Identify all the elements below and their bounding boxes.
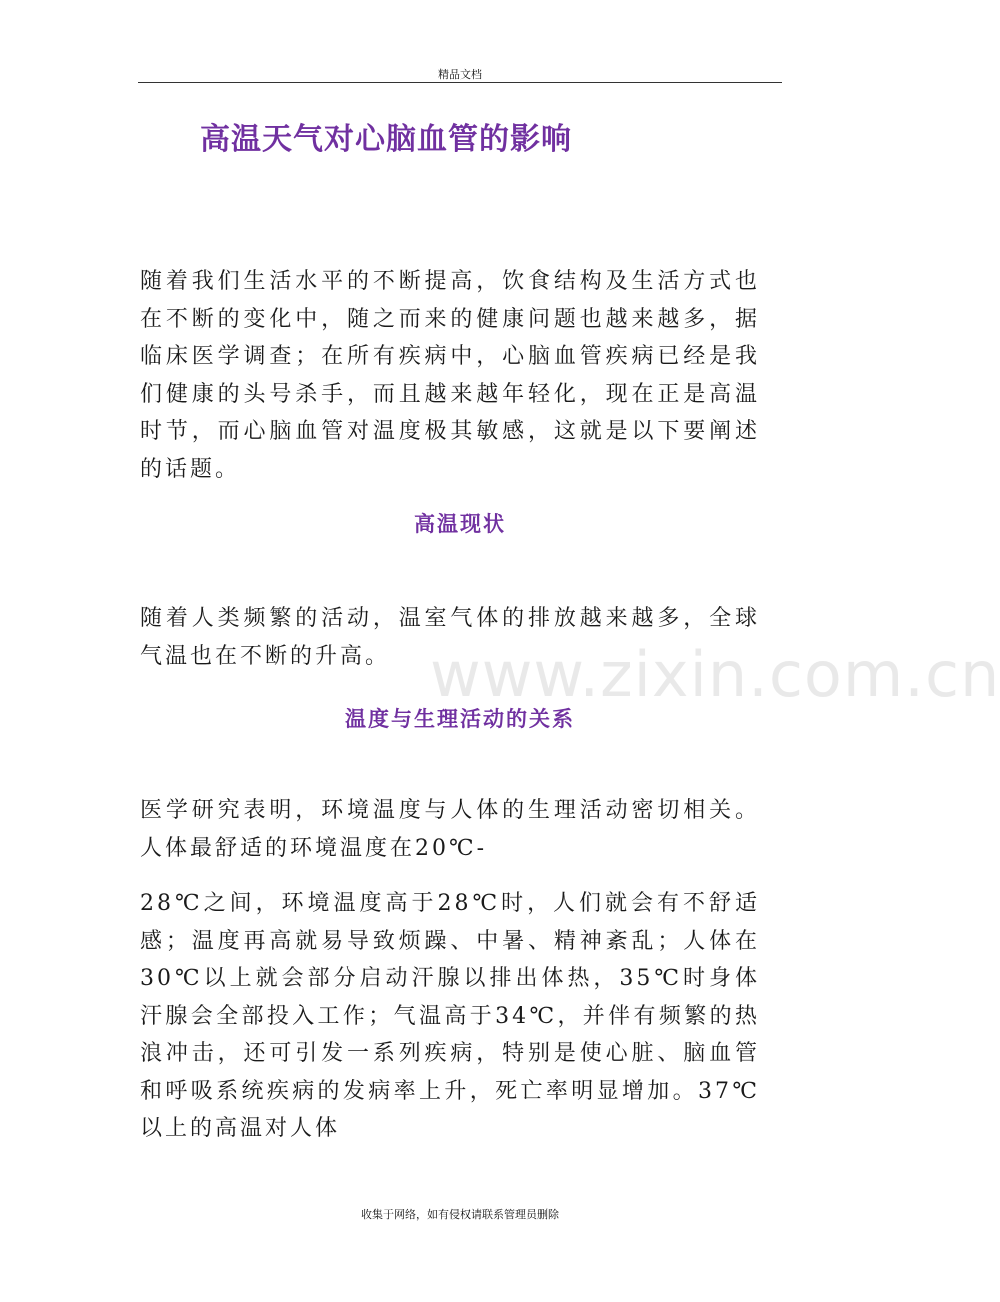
intro-paragraph: 随着我们生活水平的不断提高，饮食结构及生活方式也在不断的变化中，随之而来的健康问题也越来越多，据临床医学调查；在所有疾病中，心脑血管疾病已经是我们健康的头号杀手，而且越来越年轻化，现在正是高温时节，而心脑血管对温度极其敏感，这就是以下要阐述的话题。 [140, 269, 760, 482]
section-heading-high-temperature-status: 高温现状 [414, 511, 506, 536]
header-divider [138, 82, 782, 83]
page-footer-label: 收集于网络，如有侵权请联系管理员删除 [361, 1208, 559, 1221]
section-heading-temperature-physiology: 温度与生理活动的关系 [345, 706, 575, 731]
site-watermark: www.zixin.com.cn [430, 638, 1000, 711]
document-title: 高温天气对心脑血管的影响 [200, 122, 572, 157]
page-header-label: 精品文档 [438, 68, 482, 81]
section-body-high-temperature-status: 随着人类频繁的活动，温室气体的排放越来越多，全球气温也在不断的升高。 [140, 606, 760, 669]
section-body-temperature-physiology-line1: 医学研究表明，环境温度与人体的生理活动密切相关。人体最舒适的环境温度在20℃- [140, 798, 760, 861]
section-body-temperature-physiology-line2: 28℃之间，环境温度高于28℃时，人们就会有不舒适感；温度再高就易导致烦躁、中暑、精神紊乱；人体在30℃以上就会部分启动汗腺以排出体热，35℃时身体汗腺会全部投入工作；气温高于34℃，并伴有频繁的热浪冲击，还可引发一系列疾病，特别是使心脏、脑血管和呼吸系统疾病的发病率上升，死亡率明显增加。37℃以上的高温对人体 [140, 891, 760, 1141]
